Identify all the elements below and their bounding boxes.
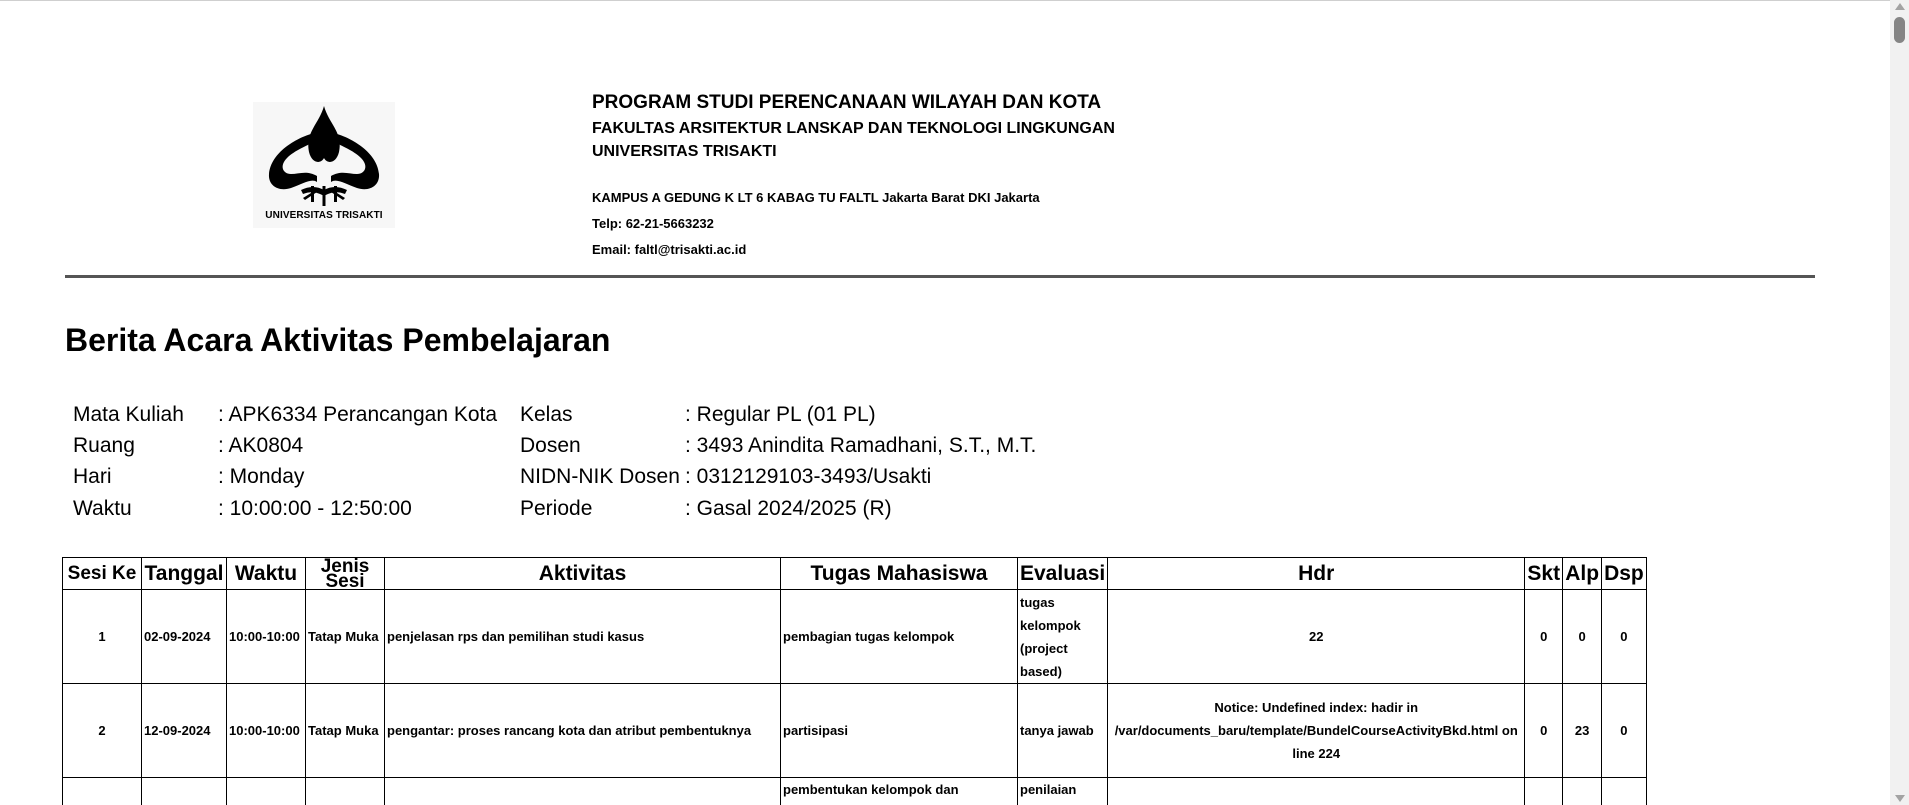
cell-hdr: Notice: Undefined index: hadir in /var/documents_baru/template/BundelCourseActivityBkd.html on line 224 xyxy=(1108,684,1525,778)
page-title: Berita Acara Aktivitas Pembelajaran xyxy=(65,322,611,358)
col-dsp: Dsp xyxy=(1602,558,1647,590)
cell-tugas: pembentukan kelompok dan xyxy=(781,778,1018,805)
university-name: UNIVERSITAS TRISAKTI xyxy=(592,143,777,160)
cell-alp xyxy=(1563,778,1602,805)
activity-table xyxy=(62,557,1647,805)
email: Email: faltl@trisakti.ac.id xyxy=(592,242,747,257)
cell-waktu: 10:00-10:00 xyxy=(227,684,306,778)
cell-dsp xyxy=(1602,778,1647,805)
info-value-periode: : Gasal 2024/2025 (R) xyxy=(685,497,892,520)
cell-skt: 0 xyxy=(1525,684,1563,778)
cell-aktivitas: penjelasan rps dan pemilihan studi kasus xyxy=(385,590,781,684)
info-value-mata-kuliah: : APK6334 Perancangan Kota xyxy=(218,403,498,426)
university-logo xyxy=(253,102,395,228)
cell-evaluasi: penilaian xyxy=(1018,778,1108,805)
col-aktivitas: Aktivitas xyxy=(385,558,781,590)
col-jenis-sesi: Jenis Sesi xyxy=(306,558,385,590)
info-value-ruang: : AK0804 xyxy=(218,434,304,457)
table-header-row xyxy=(63,558,1647,590)
cell-tanggal: 12-09-2024 xyxy=(142,684,227,778)
cell-tugas: partisipasi xyxy=(781,684,1018,778)
cell-alp: 23 xyxy=(1563,684,1602,778)
cell-jenis xyxy=(306,778,385,805)
header-divider xyxy=(65,275,1815,278)
cell-evaluasi: tugas kelompok (project based) xyxy=(1018,590,1108,684)
cell-aktivitas: pengantar: proses rancang kota dan atribut pembentuknya xyxy=(385,684,781,778)
info-label-dosen: Dosen xyxy=(520,434,581,457)
cell-jenis: Tatap Muka xyxy=(306,590,385,684)
trisakti-emblem-icon xyxy=(253,102,395,212)
cell-waktu: 10:00-10:00 xyxy=(227,590,306,684)
cell-sesi xyxy=(63,778,142,805)
table-row xyxy=(63,684,1647,778)
cell-skt xyxy=(1525,778,1563,805)
scroll-down-arrow-icon[interactable] xyxy=(1895,795,1905,802)
col-evaluasi: Evaluasi xyxy=(1018,558,1108,590)
cell-sesi: 1 xyxy=(63,590,142,684)
vertical-scrollbar[interactable] xyxy=(1890,0,1909,805)
col-waktu: Waktu xyxy=(227,558,306,590)
cell-skt: 0 xyxy=(1525,590,1563,684)
info-label-kelas: Kelas xyxy=(520,403,573,426)
cell-hdr: 22 xyxy=(1108,590,1525,684)
top-border xyxy=(0,0,1890,1)
phone: Telp: 62-21-5663232 xyxy=(592,216,714,231)
cell-aktivitas xyxy=(385,778,781,805)
col-tanggal: Tanggal xyxy=(142,558,227,590)
info-value-nidn: : 0312129103-3493/Usakti xyxy=(685,465,932,488)
cell-evaluasi: tanya jawab xyxy=(1018,684,1108,778)
info-value-hari: : Monday xyxy=(218,465,305,488)
info-label-ruang: Ruang xyxy=(73,434,135,457)
info-label-nidn: NIDN-NIK Dosen xyxy=(520,465,680,488)
cell-waktu xyxy=(227,778,306,805)
cell-tanggal: 02-09-2024 xyxy=(142,590,227,684)
address: KAMPUS A GEDUNG K LT 6 KABAG TU FALTL Jakarta Barat DKI Jakarta xyxy=(592,190,1040,205)
col-skt: Skt xyxy=(1525,558,1563,590)
info-label-mata-kuliah: Mata Kuliah xyxy=(73,403,184,426)
cell-tugas: pembagian tugas kelompok xyxy=(781,590,1018,684)
info-value-kelas: : Regular PL (01 PL) xyxy=(685,403,876,426)
info-value-dosen: : 3493 Anindita Ramadhani, S.T., M.T. xyxy=(685,434,1037,457)
logo-caption: UNIVERSITAS TRISAKTI xyxy=(265,210,383,221)
program-name: PROGRAM STUDI PERENCANAAN WILAYAH DAN KOTA xyxy=(592,92,1102,113)
table-row xyxy=(63,590,1647,684)
info-value-waktu: : 10:00:00 - 12:50:00 xyxy=(218,497,412,520)
col-alp: Alp xyxy=(1563,558,1602,590)
scroll-up-arrow-icon[interactable] xyxy=(1895,3,1905,10)
col-tugas-mahasiswa: Tugas Mahasiswa xyxy=(781,558,1018,590)
info-label-hari: Hari xyxy=(73,465,112,488)
info-label-periode: Periode xyxy=(520,497,593,520)
col-hdr: Hdr xyxy=(1108,558,1525,590)
cell-alp: 0 xyxy=(1563,590,1602,684)
cell-tanggal xyxy=(142,778,227,805)
col-sesi-ke: Sesi Ke xyxy=(63,558,142,590)
scrollbar-thumb[interactable] xyxy=(1894,17,1905,43)
cell-dsp: 0 xyxy=(1602,684,1647,778)
info-label-waktu: Waktu xyxy=(73,497,132,520)
cell-sesi: 2 xyxy=(63,684,142,778)
cell-dsp: 0 xyxy=(1602,590,1647,684)
cell-jenis: Tatap Muka xyxy=(306,684,385,778)
table-row xyxy=(63,778,1647,805)
cell-hdr xyxy=(1108,778,1525,805)
faculty-name: FAKULTAS ARSITEKTUR LANSKAP DAN TEKNOLOGI LINGKUNGAN xyxy=(592,120,1115,137)
